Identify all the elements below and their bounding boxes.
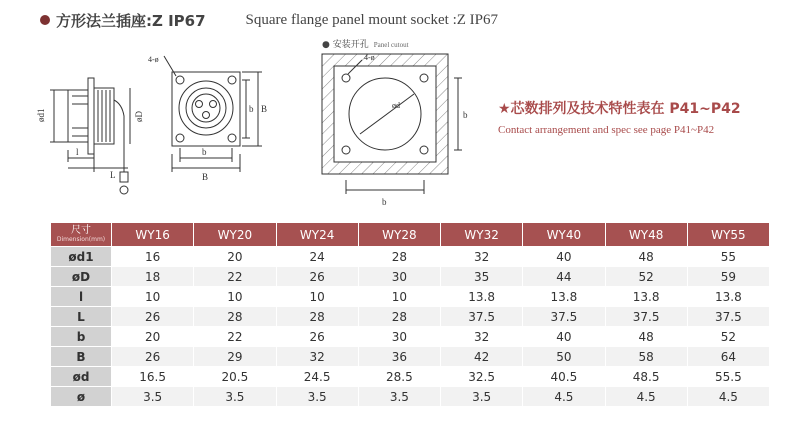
column-header: WY32 [441,223,522,246]
table-cell: 28 [194,307,275,326]
cutout-caption [322,37,409,50]
table-corner-en: Dimension(mm) [56,235,106,243]
side-view [50,78,130,194]
row-header: L [51,307,111,326]
table-cell: 55.5 [688,367,769,386]
table-cell: 30 [359,267,440,286]
front-view [164,56,262,172]
table-cell: 26 [277,267,358,286]
dim-label-holes-cutout: 4-ø [364,53,375,62]
table-corner-cn: 尺寸 [71,224,91,236]
table-cell: 3.5 [112,387,193,406]
technical-drawing [30,30,490,215]
table-row [51,387,769,406]
table-cell: 48 [606,327,687,346]
table-cell: 35 [441,267,522,286]
table-cell: 22 [194,267,275,286]
table-cell: 28.5 [359,367,440,386]
table-cell: 4.5 [688,387,769,406]
table-cell: 10 [112,287,193,306]
table-cell: 16.5 [112,367,193,386]
row-header: b [51,327,111,346]
table-cell: 40.5 [523,367,604,386]
table-cell: 3.5 [441,387,522,406]
table-cell: 13.8 [441,287,522,306]
table-cell: 3.5 [277,387,358,406]
table-cell: 13.8 [688,287,769,306]
table-cell: 48.5 [606,367,687,386]
row-header: ø [51,387,111,406]
table-cell: 29 [194,347,275,366]
dim-label-holes: 4-ø [148,55,159,64]
table-cell: 20 [194,247,275,266]
table-cell: 24 [277,247,358,266]
dim-label-b-cutout-vertical: b [463,110,468,120]
table-cell: 32 [441,247,522,266]
dim-label-L: L [110,170,116,180]
table-cell: 26 [112,347,193,366]
table-cell: 37.5 [441,307,522,326]
bullet-icon [40,15,50,25]
spec-note [498,98,741,136]
spec-note-cn: ★芯数排列及技术特性表在 P41~P42 [498,101,741,117]
dimension-table [50,222,770,407]
table-cell: 55 [688,247,769,266]
dim-label-B: B [202,172,209,182]
cutout-bullet: ● [322,40,333,50]
header [40,10,498,30]
dim-label-d1: ød1 [36,108,46,122]
table-cell: 48 [606,247,687,266]
table-cell: 28 [277,307,358,326]
table-cell: 24.5 [277,367,358,386]
dim-label-b-cutout: b [382,197,387,207]
table-cell: 26 [112,307,193,326]
table-cell: 13.8 [606,287,687,306]
table-cell: 52 [688,327,769,346]
row-header: B [51,347,111,366]
dim-label-B-vertical: B [261,104,268,114]
table-cell: 10 [194,287,275,306]
table-row [51,307,769,326]
cutout-caption-cn: 安装开孔 [332,40,369,50]
table-cell: 58 [606,347,687,366]
table-cell: 16 [112,247,193,266]
table-cell: 32 [277,347,358,366]
table-cell: 42 [441,347,522,366]
column-header: WY55 [688,223,769,246]
table-cell: 37.5 [606,307,687,326]
table-cell: 13.8 [523,287,604,306]
table-row [51,347,769,366]
table-cell: 22 [194,327,275,346]
table-cell: 3.5 [194,387,275,406]
column-header: WY24 [277,223,358,246]
table-cell: 50 [523,347,604,366]
column-header: WY16 [112,223,193,246]
cutout-caption-en: Panel cutout [373,41,409,49]
table-cell: 18 [112,267,193,286]
table-cell: 4.5 [523,387,604,406]
table-row [51,367,769,386]
table-cell: 36 [359,347,440,366]
table-cell: 20 [112,327,193,346]
title-cn: 方形法兰插座:Z IP67 [56,11,206,30]
cutout-view [322,54,462,194]
dim-label-d: ød [392,101,400,110]
table-cell: 52 [606,267,687,286]
table-row [51,247,769,266]
dim-label-l: l [76,147,79,157]
column-header: WY20 [194,223,275,246]
table-cell: 20.5 [194,367,275,386]
table-cell: 44 [523,267,604,286]
table-cell: 37.5 [688,307,769,326]
table-cell: 28 [359,307,440,326]
row-header: l [51,287,111,306]
row-header: ød1 [51,247,111,266]
table-cell: 37.5 [523,307,604,326]
table-cell: 4.5 [606,387,687,406]
dim-label-b: b [202,147,207,157]
table-row [51,327,769,346]
table-cell: 10 [277,287,358,306]
spec-note-en: Contact arrangement and spec see page P41~P42 [498,124,715,136]
title-en: Square flange panel mount socket :Z IP67 [245,11,498,28]
dim-label-D: øD [134,111,144,122]
column-header: WY28 [359,223,440,246]
table-cell: 40 [523,327,604,346]
dim-label-b-vertical: b [249,104,254,114]
column-header: WY40 [523,223,604,246]
table-row [51,287,769,306]
table-row [51,267,769,286]
table-cell: 40 [523,247,604,266]
table-cell: 10 [359,287,440,306]
table-cell: 32.5 [441,367,522,386]
table-cell: 64 [688,347,769,366]
table-cell: 32 [441,327,522,346]
column-header: WY48 [606,223,687,246]
table-cell: 26 [277,327,358,346]
table-cell: 3.5 [359,387,440,406]
row-header: øD [51,267,111,286]
table-cell: 30 [359,327,440,346]
row-header: ød [51,367,111,386]
table-cell: 59 [688,267,769,286]
table-cell: 28 [359,247,440,266]
table-corner-cell [51,223,111,246]
table-header-row [51,223,769,246]
